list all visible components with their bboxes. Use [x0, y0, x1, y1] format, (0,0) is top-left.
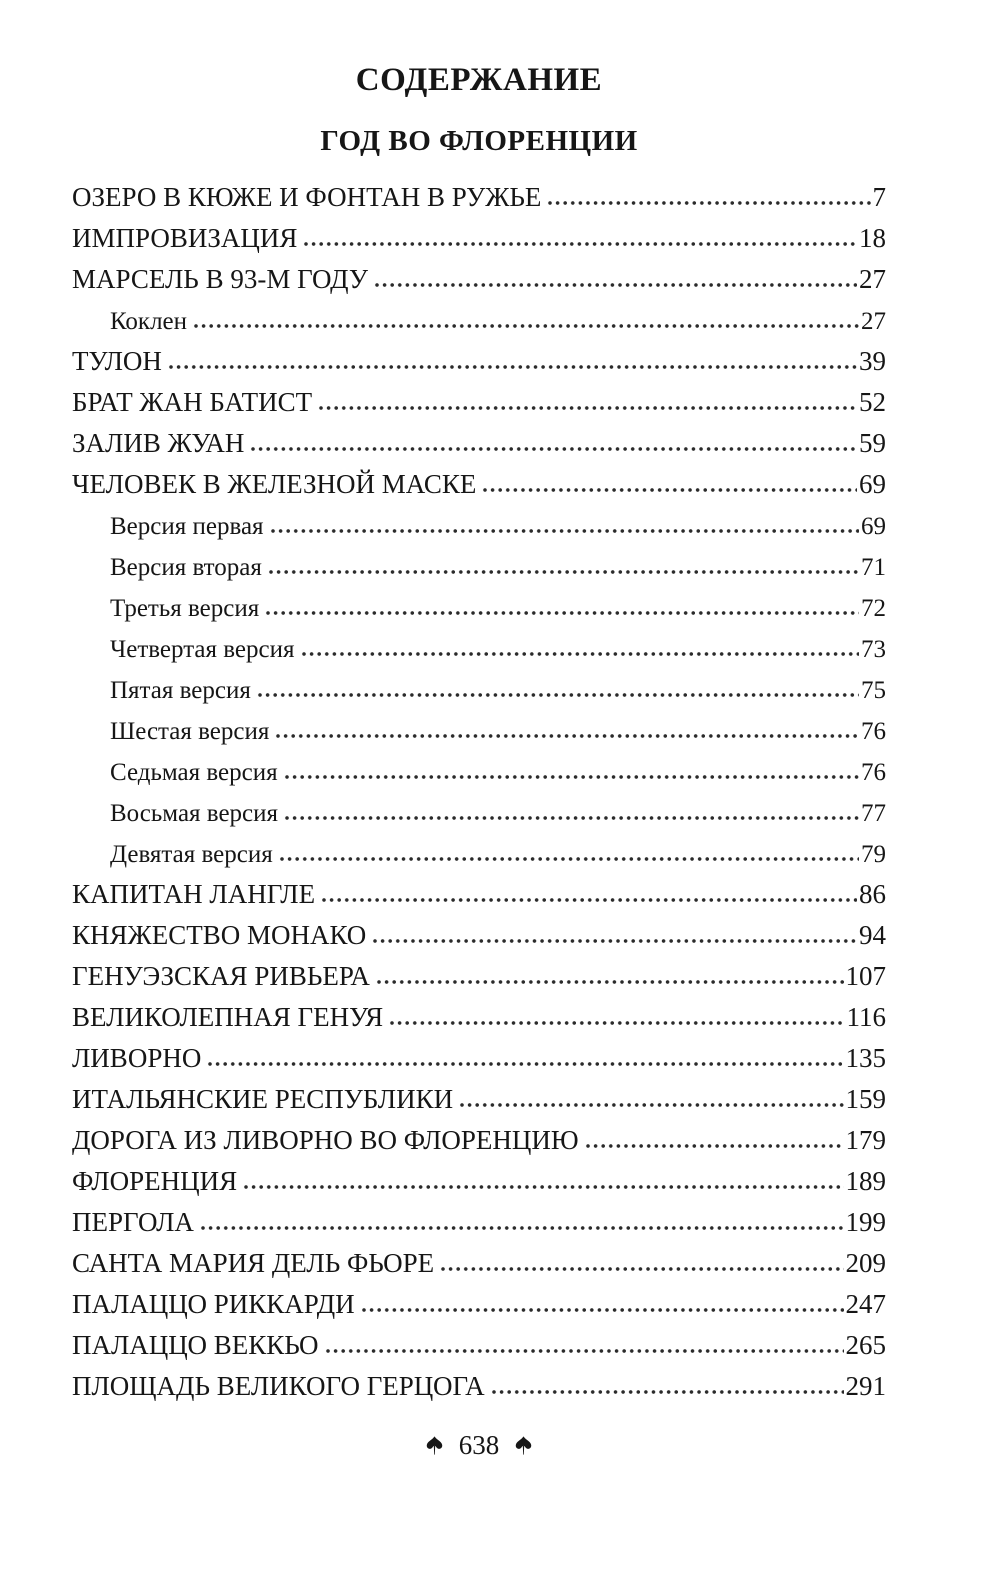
- toc-entry-page-number: 291: [845, 1371, 886, 1401]
- dot-leader: [482, 487, 857, 493]
- toc-entry-row: [72, 992, 886, 1033]
- toc-entry-label: КНЯЖЕСТВО МОНАКО: [72, 920, 367, 950]
- toc-entry-page-number: 52: [859, 387, 886, 417]
- toc-entry-row: [72, 951, 886, 992]
- toc-subentry-row: [72, 541, 886, 582]
- toc-entry-page-number: 72: [861, 595, 886, 622]
- toc-entry-label: ДОРОГА ИЗ ЛИВОРНО ВО ФЛОРЕНЦИЮ: [72, 1125, 579, 1155]
- toc-entry-label: БРАТ ЖАН БАТИСТ: [72, 387, 313, 417]
- toc-entry-row: [72, 1361, 886, 1402]
- dot-leader: [374, 282, 857, 288]
- toc-entry-label: Седьмая версия: [110, 759, 278, 786]
- toc-entry-label: ПЛОЩАДЬ ВЕЛИКОГО ГЕРЦОГА: [72, 1371, 485, 1401]
- toc-entry-row: [72, 172, 886, 213]
- dot-leader: [243, 1184, 843, 1190]
- toc-entry-row: [72, 1279, 886, 1320]
- toc-subentry-row: [72, 705, 886, 746]
- toc-entry-row: [72, 1238, 886, 1279]
- dot-leader: [207, 1061, 843, 1067]
- toc-subentry-row: [72, 500, 886, 541]
- toc-entry-page-number: 265: [845, 1330, 886, 1360]
- toc-entry-page-number: 73: [861, 636, 886, 663]
- toc-entry-page-number: 86: [859, 879, 886, 909]
- toc-entry-label: ВЕЛИКОЛЕПНАЯ ГЕНУЯ: [72, 1002, 384, 1032]
- toc-entry-page-number: 247: [845, 1289, 886, 1319]
- toc-entry-label: Версия первая: [110, 513, 264, 540]
- toc-entry-page-number: 94: [859, 920, 886, 950]
- fleuron-icon: [423, 1434, 446, 1457]
- toc-entry-page-number: 71: [861, 554, 886, 581]
- toc-entry-page-number: 116: [846, 1002, 886, 1032]
- toc-entry-page-number: 159: [845, 1084, 886, 1114]
- toc-entry-row: [72, 1033, 886, 1074]
- toc-entry-page-number: 179: [845, 1125, 886, 1155]
- dot-leader: [321, 897, 857, 903]
- dot-leader: [275, 733, 859, 739]
- section-title: ГОД ВО ФЛОРЕНЦИИ: [320, 125, 638, 157]
- toc-entry-page-number: 7: [872, 182, 886, 212]
- toc-entry-page-number: 69: [859, 469, 886, 499]
- dot-leader: [284, 815, 859, 821]
- toc-entry-label: Восьмая версия: [110, 800, 279, 827]
- footer-page-number: 638: [458, 1430, 500, 1460]
- toc-entry-label: ИТАЛЬЯНСКИЕ РЕСПУБЛИКИ: [72, 1084, 454, 1114]
- page-footer: [72, 1430, 886, 1461]
- toc-entry-label: Третья версия: [110, 595, 260, 622]
- toc-entry-row: [72, 1320, 886, 1361]
- page-title: СОДЕРЖАНИЕ: [355, 62, 603, 98]
- dot-leader: [200, 1225, 844, 1231]
- toc-entry-page-number: 189: [845, 1166, 886, 1196]
- dot-leader: [257, 692, 859, 698]
- toc-entry-label: ПАЛАЦЦО РИККАРДИ: [72, 1289, 355, 1319]
- dot-leader: [268, 569, 859, 575]
- toc-entry-label: ТУЛОН: [72, 346, 162, 376]
- dot-leader: [459, 1102, 843, 1108]
- dot-leader: [168, 364, 857, 370]
- toc-entry-page-number: 27: [859, 264, 886, 294]
- toc-entry-page-number: 27: [861, 308, 886, 335]
- dot-leader: [491, 1389, 844, 1395]
- toc-entry-row: [72, 1156, 886, 1197]
- toc-subentry-row: [72, 623, 886, 664]
- dot-leader: [372, 938, 857, 944]
- dot-leader: [284, 774, 859, 780]
- toc-entry-label: ЧЕЛОВЕК В ЖЕЛЕЗНОЙ МАСКЕ: [72, 469, 477, 499]
- toc-entry-label: Пятая версия: [110, 677, 251, 704]
- toc-entry-page-number: 209: [845, 1248, 886, 1278]
- dot-leader: [361, 1307, 844, 1313]
- toc-entry-label: Девятая версия: [110, 841, 273, 868]
- toc-entry-page-number: 76: [861, 759, 886, 786]
- toc-entry-label: ПЕРГОЛА: [72, 1207, 194, 1237]
- dot-leader: [301, 651, 860, 657]
- dot-leader: [318, 405, 857, 411]
- dot-leader: [279, 856, 859, 862]
- dot-leader: [440, 1266, 843, 1272]
- toc-entry-label: САНТА МАРИЯ ДЕЛЬ ФЬОРЕ: [72, 1248, 435, 1278]
- dot-leader: [303, 241, 857, 247]
- toc-entry-label: ПАЛАЦЦО ВЕККЬО: [72, 1330, 319, 1360]
- toc-entry-row: [72, 336, 886, 377]
- toc-entry-row: [72, 1197, 886, 1238]
- toc-entry-row: [72, 869, 886, 910]
- toc-entry-page-number: 39: [859, 346, 886, 376]
- toc-list: [72, 172, 886, 1402]
- fleuron-icon: [512, 1434, 535, 1457]
- toc-entry-label: Коклен: [110, 308, 188, 335]
- toc-entry-label: ИМПРОВИЗАЦИЯ: [72, 223, 298, 253]
- toc-entry-page-number: 76: [861, 718, 886, 745]
- toc-subentry-row: [72, 787, 886, 828]
- toc-subentry-row: [72, 828, 886, 869]
- dot-leader: [193, 323, 859, 329]
- dot-leader: [547, 200, 870, 206]
- dot-leader: [250, 446, 857, 452]
- toc-subentry-row: [72, 664, 886, 705]
- toc-subentry-row: [72, 295, 886, 336]
- toc-entry-page-number: 135: [845, 1043, 886, 1073]
- toc-subentry-row: [72, 582, 886, 623]
- toc-entry-page-number: 69: [861, 513, 886, 540]
- toc-entry-page-number: 79: [861, 841, 886, 868]
- dot-leader: [265, 610, 859, 616]
- dot-leader: [270, 528, 859, 534]
- toc-entry-row: [72, 459, 886, 500]
- toc-entry-row: [72, 418, 886, 459]
- toc-entry-page-number: 107: [845, 961, 886, 991]
- dot-leader: [585, 1143, 844, 1149]
- toc-entry-label: ФЛОРЕНЦИЯ: [72, 1166, 238, 1196]
- toc-entry-label: КАПИТАН ЛАНГЛЕ: [72, 879, 316, 909]
- toc-entry-page-number: 199: [845, 1207, 886, 1237]
- toc-entry-label: Шестая версия: [110, 718, 270, 745]
- toc-entry-page-number: 75: [861, 677, 886, 704]
- toc-entry-row: [72, 1115, 886, 1156]
- toc-entry-page-number: 77: [861, 800, 886, 827]
- toc-entry-label: ГЕНУЭЗСКАЯ РИВЬЕРА: [72, 961, 370, 991]
- toc-subentry-row: [72, 746, 886, 787]
- dot-leader: [389, 1020, 844, 1026]
- toc-entry-page-number: 18: [859, 223, 886, 253]
- toc-entry-row: [72, 213, 886, 254]
- dot-leader: [376, 979, 844, 985]
- dot-leader: [325, 1348, 844, 1354]
- toc-entry-row: [72, 1074, 886, 1115]
- toc-entry-label: ЗАЛИВ ЖУАН: [72, 428, 245, 458]
- toc-entry-label: Четвертая версия: [110, 636, 295, 663]
- toc-entry-row: [72, 254, 886, 295]
- toc-entry-label: ОЗЕРО В КЮЖЕ И ФОНТАН В РУЖЬЕ: [72, 182, 542, 212]
- toc-entry-label: МАРСЕЛЬ В 93-М ГОДУ: [72, 264, 369, 294]
- toc-entry-row: [72, 910, 886, 951]
- toc-entry-page-number: 59: [859, 428, 886, 458]
- toc-entry-row: [72, 377, 886, 418]
- toc-entry-label: Версия вторая: [110, 554, 262, 581]
- toc-entry-label: ЛИВОРНО: [72, 1043, 202, 1073]
